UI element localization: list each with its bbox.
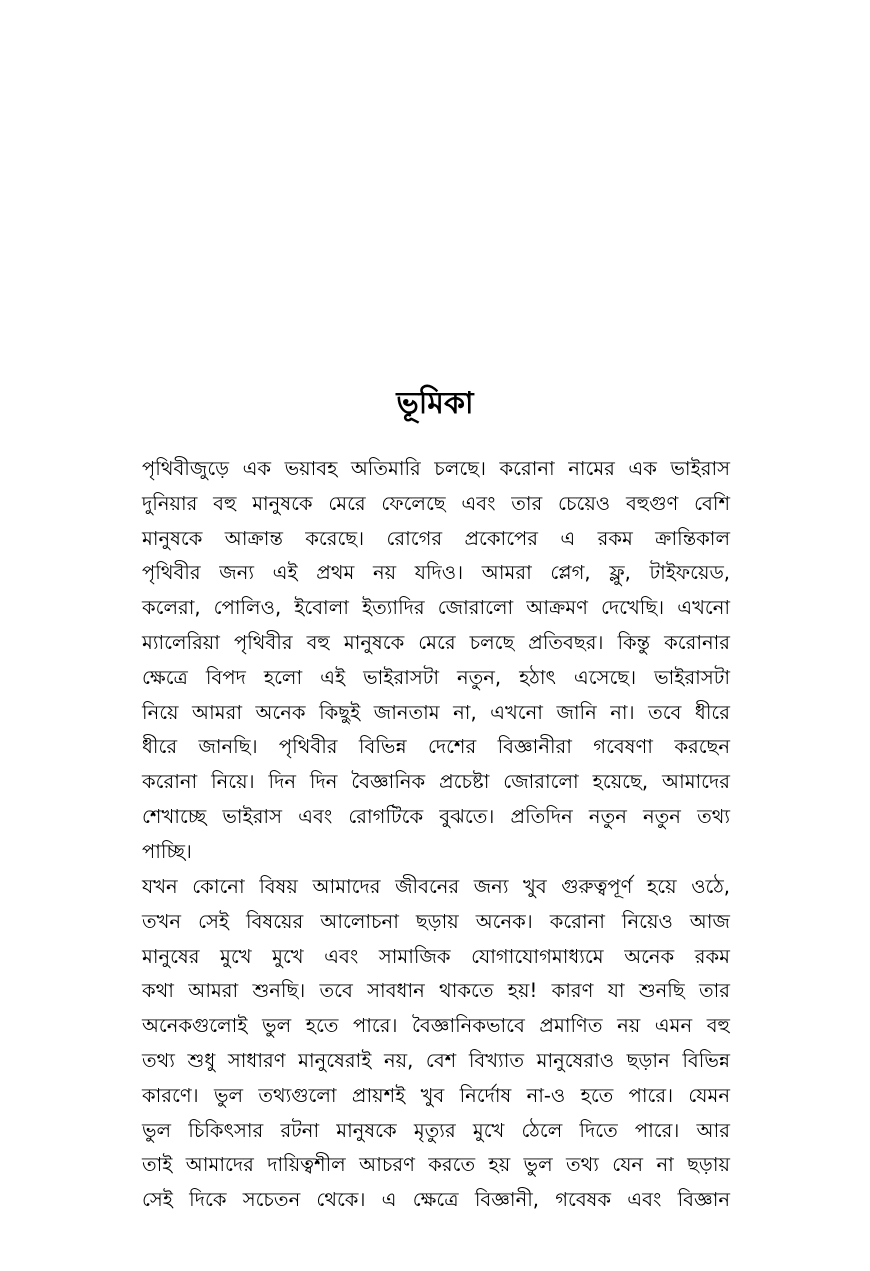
paragraph-line: কারণে। ভুল তথ্যগুলো প্রায়শই খুব নির্দোষ না-ও হতে পারে। যেমন <box>142 1083 730 1107</box>
paragraph-line: ভুল চিকিৎসার রটনা মানুষকে মৃত্যুর মুখে ঠেলে দিতে পারে। আর <box>142 1118 730 1142</box>
paragraph-line: যখন কোনো বিষয় আমাদের জীবনের জন্য খুব গুরুত্বপূর্ণ হয়ে ওঠে, <box>142 875 730 898</box>
paragraph-line: মানুষের মুখে মুখে এবং সামাজিক যোগাযোগমাধ্যমে অনেক রকম <box>142 944 730 968</box>
paragraph-line: নিয়ে আমরা অনেক কিছুই জানতাম না, এখনো জানি না। তবে ধীরে <box>142 700 730 724</box>
paragraph-line: তথ্য শুধু সাধারণ মানুষেরাই নয়, বেশ বিখ্যাত মানুষেরাও ছড়ান বিভিন্ন <box>142 1048 730 1072</box>
paragraph-line: অনেকগুলোই ভুল হতে পারে। বৈজ্ঞানিকভাবে প্রমাণিত নয় এমন বহু <box>142 1014 730 1038</box>
paragraph-line: কথা আমরা শুনছি। তবে সাবধান থাকতে হয়! কারণ যা শুনছি তার <box>142 979 730 1003</box>
paragraph-2 <box>142 870 730 1218</box>
paragraph-line: পাচ্ছি। <box>142 839 192 863</box>
paragraph-line: ম্যালেরিয়া পৃথিবীর বহু মানুষকে মেরে চলছে প্রতিবছর। কিন্তু করোনার <box>142 630 730 654</box>
paragraph-line: তখন সেই বিষয়ের আলোচনা ছড়ায় অনেক। করোনা নিয়েও আজ <box>142 909 730 933</box>
paragraph-line: কলেরা, পোলিও, ইবোলা ইত্যাদির জোরালো আক্রমণ দেখেছি। এখনো <box>142 596 730 620</box>
paragraph-line: তাই আমাদের দায়িত্বশীল আচরণ করতে হয় ভুল তথ্য যেন না ছড়ায় <box>142 1153 730 1177</box>
paragraph-line: মানুষকে আক্রান্ত করেছে। রোগের প্রকোপের এ রকম ক্রান্তিকাল <box>142 526 730 550</box>
paragraph-line: পৃথিবীজুড়ে এক ভয়াবহ অতিমারি চলছে। করোনা নামের এক ভাইরাস <box>142 457 730 480</box>
paragraph-line: শেখাচ্ছে ভাইরাস এবং রোগটিকে বুঝতে। প্রতিদিন নতুন নতুন তথ্য <box>142 804 730 828</box>
paragraph-line: ধীরে জানছি। পৃথিবীর বিভিন্ন দেশের বিজ্ঞানীরা গবেষণা করছেন <box>142 735 730 759</box>
paragraph-line: দুনিয়ার বহু মানুষকে মেরে ফেলেছে এবং তার চেয়েও বহুগুণ বেশি <box>142 491 730 515</box>
paragraph-line: ক্ষেত্রে বিপদ হলো এই ভাইরাসটা নতুন, হঠাৎ এসেছে। ভাইরাসটা <box>142 665 730 689</box>
paragraph-line: করোনা নিয়ে। দিন দিন বৈজ্ঞানিক প্রচেষ্টা জোরালো হয়েছে, আমাদের <box>142 770 730 794</box>
paragraph-1 <box>142 452 730 870</box>
paragraph-line: সেই দিকে সচেতন থেকে। এ ক্ষেত্রে বিজ্ঞানী, গবেষক এবং বিজ্ঞান <box>142 1188 730 1212</box>
chapter-title: ভূমিকা <box>396 386 474 421</box>
paragraph-line: পৃথিবীর জন্য এই প্রথম নয় যদিও। আমরা প্লেগ, ফ্লু, টাইফয়েড, <box>142 561 730 585</box>
